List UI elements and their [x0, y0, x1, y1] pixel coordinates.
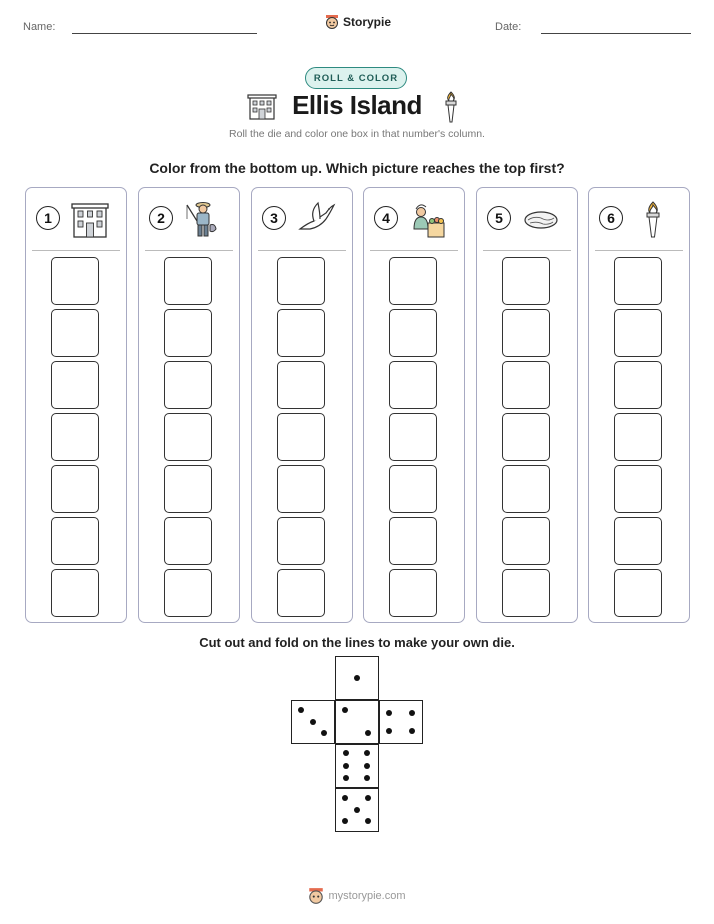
column-number: 5 [487, 206, 511, 230]
die-face [335, 788, 379, 832]
column-divider [145, 250, 233, 251]
nest-icon [521, 199, 561, 239]
die-pip [354, 675, 360, 681]
color-box[interactable] [277, 413, 325, 461]
column-divider [32, 250, 120, 251]
die-pip [409, 710, 415, 716]
column-number: 1 [36, 206, 60, 230]
die-pip [365, 730, 371, 736]
color-box[interactable] [164, 361, 212, 409]
color-box[interactable] [277, 569, 325, 617]
color-box[interactable] [51, 569, 99, 617]
footer-url[interactable]: mystorypie.com [328, 890, 406, 902]
column-divider [370, 250, 458, 251]
color-box[interactable] [277, 309, 325, 357]
column-divider [483, 250, 571, 251]
color-box[interactable] [614, 257, 662, 305]
subtitle: Roll the die and color one box in that number's column. [229, 128, 485, 140]
column-divider [595, 250, 683, 251]
date-line[interactable] [541, 33, 691, 34]
color-box[interactable] [502, 309, 550, 357]
color-box[interactable] [614, 309, 662, 357]
brand-logo [325, 14, 391, 30]
die-face [335, 744, 379, 788]
name-label: Name: [23, 21, 56, 33]
color-box[interactable] [51, 309, 99, 357]
color-box[interactable] [164, 257, 212, 305]
die-pip [342, 707, 348, 713]
color-box[interactable] [164, 569, 212, 617]
die-pip [321, 730, 327, 736]
die-pip [354, 807, 360, 813]
color-box[interactable] [389, 309, 437, 357]
column-divider [258, 250, 346, 251]
color-box[interactable] [614, 413, 662, 461]
color-box[interactable] [614, 569, 662, 617]
name-line[interactable] [72, 33, 257, 34]
color-box[interactable] [51, 517, 99, 565]
torch-icon [633, 199, 673, 239]
color-box[interactable] [614, 517, 662, 565]
die-pip [386, 728, 392, 734]
color-box[interactable] [277, 361, 325, 409]
seagull-icon [296, 199, 336, 239]
color-box[interactable] [389, 569, 437, 617]
color-box[interactable] [51, 465, 99, 513]
color-box[interactable] [51, 361, 99, 409]
color-box[interactable] [389, 465, 437, 513]
die-pip [310, 719, 316, 725]
color-box[interactable] [502, 257, 550, 305]
die-pip [409, 728, 415, 734]
column-number: 2 [149, 206, 173, 230]
die-face [335, 656, 379, 700]
color-box[interactable] [502, 517, 550, 565]
color-box[interactable] [277, 517, 325, 565]
column-number: 4 [374, 206, 398, 230]
die-pip [386, 710, 392, 716]
color-box[interactable] [502, 569, 550, 617]
color-box[interactable] [164, 413, 212, 461]
die-pip [364, 775, 370, 781]
date-label: Date: [495, 21, 522, 33]
storypie-mascot-icon [308, 887, 324, 905]
die-pip [365, 818, 371, 824]
fisherman-icon [183, 199, 223, 239]
die-instruction: Cut out and fold on the lines to make your own die. [199, 635, 515, 650]
die-pip [342, 795, 348, 801]
column-4 [363, 187, 465, 623]
die-pip [342, 818, 348, 824]
color-instruction: Color from the bottom up. Which picture reaches the top first? [149, 160, 565, 176]
die-pip [364, 750, 370, 756]
page-title: Ellis Island [292, 90, 422, 120]
color-box[interactable] [164, 517, 212, 565]
color-box[interactable] [614, 361, 662, 409]
roll-and-color-badge: ROLL & COLOR [305, 67, 407, 89]
building-icon [70, 199, 110, 239]
color-box[interactable] [502, 413, 550, 461]
column-number: 3 [262, 206, 286, 230]
column-number: 6 [599, 206, 623, 230]
color-box[interactable] [164, 465, 212, 513]
die-face [291, 700, 335, 744]
color-box[interactable] [51, 257, 99, 305]
die-pip [343, 750, 349, 756]
color-box[interactable] [502, 361, 550, 409]
die-face [335, 700, 379, 744]
column-5 [476, 187, 578, 623]
color-box[interactable] [614, 465, 662, 513]
vendor-icon [408, 199, 448, 239]
die-pip [365, 795, 371, 801]
color-box[interactable] [389, 413, 437, 461]
color-box[interactable] [277, 257, 325, 305]
column-2 [138, 187, 240, 623]
brand-name: Storypie [343, 15, 392, 29]
color-box[interactable] [51, 413, 99, 461]
color-box[interactable] [277, 465, 325, 513]
footer [0, 887, 714, 905]
die-pip [343, 763, 349, 769]
column-1 [25, 187, 127, 623]
color-box[interactable] [389, 257, 437, 305]
die-pip [298, 707, 304, 713]
color-box[interactable] [502, 465, 550, 513]
die-face [379, 700, 423, 744]
color-box[interactable] [164, 309, 212, 357]
die-pip [343, 775, 349, 781]
column-3 [251, 187, 353, 623]
die-pip [364, 763, 370, 769]
storypie-mascot-icon [325, 14, 339, 30]
color-box[interactable] [389, 361, 437, 409]
color-box[interactable] [389, 517, 437, 565]
column-6 [588, 187, 690, 623]
torch-icon [441, 90, 461, 124]
